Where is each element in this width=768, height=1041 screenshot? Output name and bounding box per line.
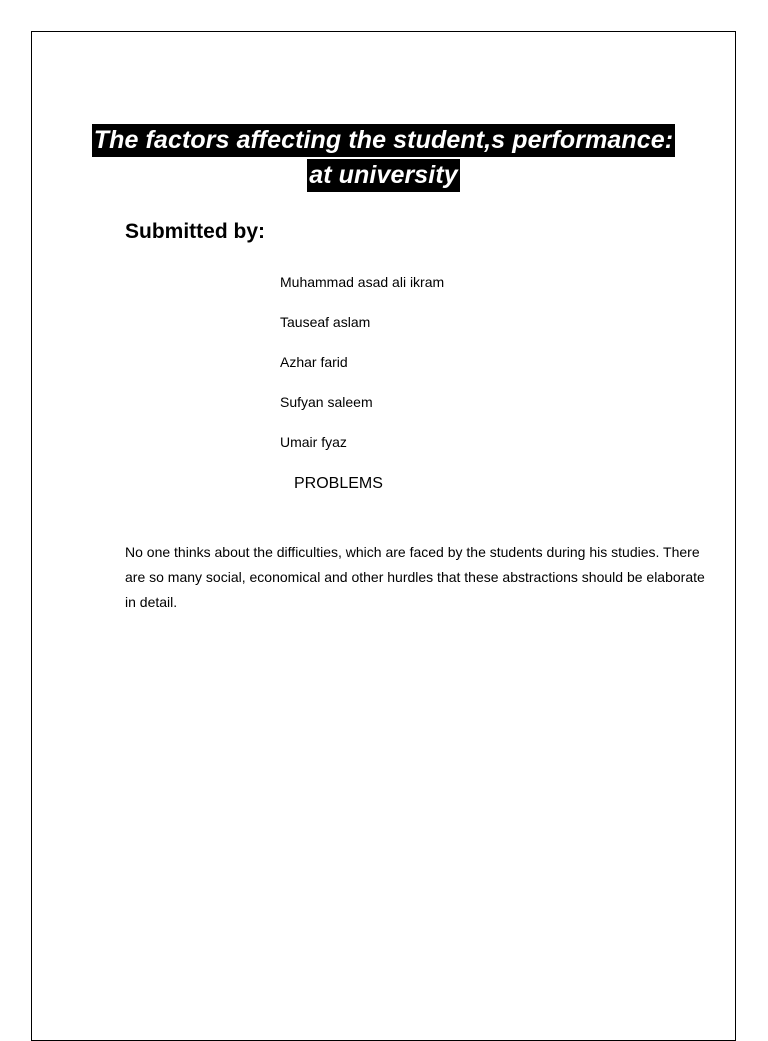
- member-name: Muhammad asad ali ikram: [280, 274, 445, 290]
- submitted-by-heading: Submitted by:: [125, 220, 265, 243]
- body-paragraph: No one thinks about the difficulties, which are faced by the students during his studies. There are so many social, economical and other hurdles that these abstractions should be elaborate in detail.: [125, 544, 705, 610]
- member-name: Azhar farid: [280, 354, 348, 370]
- member-list: [280, 272, 444, 472]
- title-line-2: at university: [307, 159, 460, 192]
- member-name: Sufyan saleem: [280, 394, 373, 410]
- member-name: Tauseaf aslam: [280, 314, 371, 330]
- member-name: Umair fyaz: [280, 434, 347, 450]
- title-line-1: The factors affecting the student,s performance:: [92, 124, 675, 157]
- document-page: [31, 31, 736, 1041]
- document-title: [32, 124, 735, 192]
- section-heading-problems: PROBLEMS: [294, 475, 383, 492]
